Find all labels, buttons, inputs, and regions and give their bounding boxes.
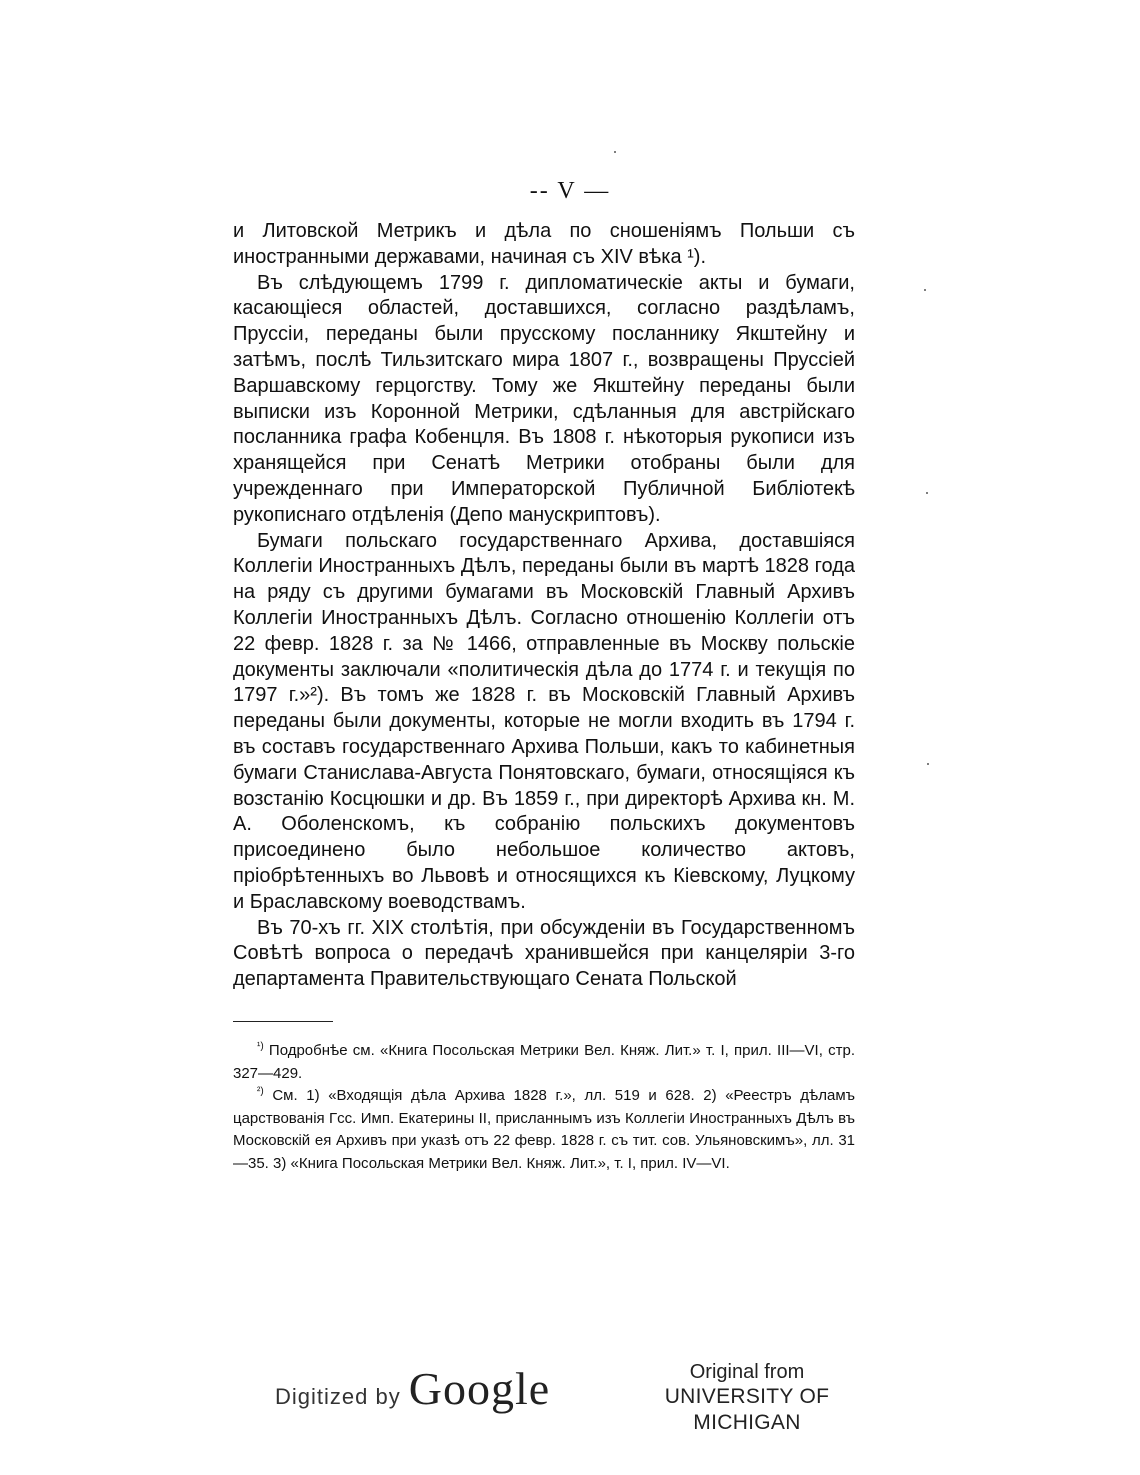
body-text <box>233 219 855 993</box>
digitized-by-watermark <box>275 1362 550 1415</box>
footnote-marker: ²) <box>257 1086 264 1097</box>
paragraph: Бумаги польскаго государственнаго Архива, доставшіяся Коллегіи Иностранныхъ Дѣлъ, переданы были въ мартѣ 1828 года на ряду съ другими бумагами въ Московскій Главный Архивъ Коллегіи Иностранныхъ Дѣлъ. Согласно отношенію Коллегіи отъ 22 февр. 1828 г. за № 1466, отправленные въ Москву польскіе документы заключали «политическія дѣла до 1774 г. и текущія по 1797 г.»²). Въ томъ же 1828 г. въ Московскій Главный Архивъ переданы были документы, которые не могли входить въ 1794 г. въ составъ государственнаго Архива Польши, какъ то кабинетныя бумаги Станислава-Августа Понятовскаго, бумаги, относящіяся къ возстанію Косцюшки и др. Въ 1859 г., при директорѣ Архива кн. М. А. Оболенскомъ, къ собранію польскихъ документовъ присоединено было небольшое количество актовъ, пріобрѣтенныхъ во Львовѣ и относящихся къ Кіевскому, Луцкому и Браславскому воеводствамъ. <box>233 529 855 913</box>
paragraph: и Литовской Метрикъ и дѣла по сношеніямъ Польши съ иностранными державами, начиная съ XIV вѣка ¹). <box>233 220 855 268</box>
footnote-text: См. 1) «Входящія дѣла Архива 1828 г.», лл. 519 и 628. 2) «Реестръ дѣламъ царствованія Гсс. Имп. Екатерины II, присланнымъ изъ Коллегіи Иностранныхъ Дѣлъ въ Московскій ея Архивъ при указѣ отъ 22 февр. 1828 г. съ тит. сов. Ульяновскимъ», лл. 31—35. 3) «Книга Посольская Метрики Вел. Княж. Лит.», т. I, прил. IV—VI. <box>233 1087 856 1172</box>
footnote <box>233 1040 855 1085</box>
institution-name: UNIVERSITY OF MICHIGAN <box>664 1385 830 1434</box>
paragraph: Въ слѣдующемъ 1799 г. дипломатическіе акты и бумаги, касающіеся областей, доставшихся, согласно раздѣламъ, Пруссіи, переданы были прусскому посланнику Якштейну и затѣмъ, послѣ Тильзитскаго мира 1807 г., возвращены Пруссіей Варшавскому герцогству. Тому же Якштейну переданы были выписки изъ Коронной Метрики, сдѣланныя для австрійскаго посланника графа Кобенцля. Въ 1808 г. нѣкоторыя рукописи изъ хранящейся при Сенатѣ Метрики отобраны были для учрежденнаго при Императорской Публичной Библіотекѣ рукописнаго отдѣленія (Депо манускриптовъ). <box>233 271 855 526</box>
page-number: -- V — <box>529 178 611 204</box>
google-logo: Google <box>408 1363 551 1414</box>
original-from-watermark <box>620 1360 874 1436</box>
footnote <box>233 1085 855 1175</box>
paragraph: Въ 70-хъ гг. XIX столѣтія, при обсужденіи въ Государственномъ Совѣтѣ вопроса о передачѣ хранившейся при канцеляріи 3-го департамента Правительствующаго Сената Польской <box>233 916 855 991</box>
digitized-by-label: Digitized by <box>275 1384 401 1409</box>
footnote-marker: ¹) <box>257 1041 264 1052</box>
footnote-divider <box>233 1021 333 1022</box>
original-from-label: Original from <box>689 1361 805 1383</box>
footnote-text: Подробнѣе см. «Книга Посольская Метрики Вел. Княж. Лит.» т. I, прил. III—VI, стр. 327—429. <box>233 1042 855 1082</box>
scan-speck <box>924 289 926 291</box>
footnotes <box>233 1040 855 1175</box>
scan-speck <box>927 763 929 765</box>
scan-speck <box>614 151 616 153</box>
scan-speck <box>926 492 928 494</box>
